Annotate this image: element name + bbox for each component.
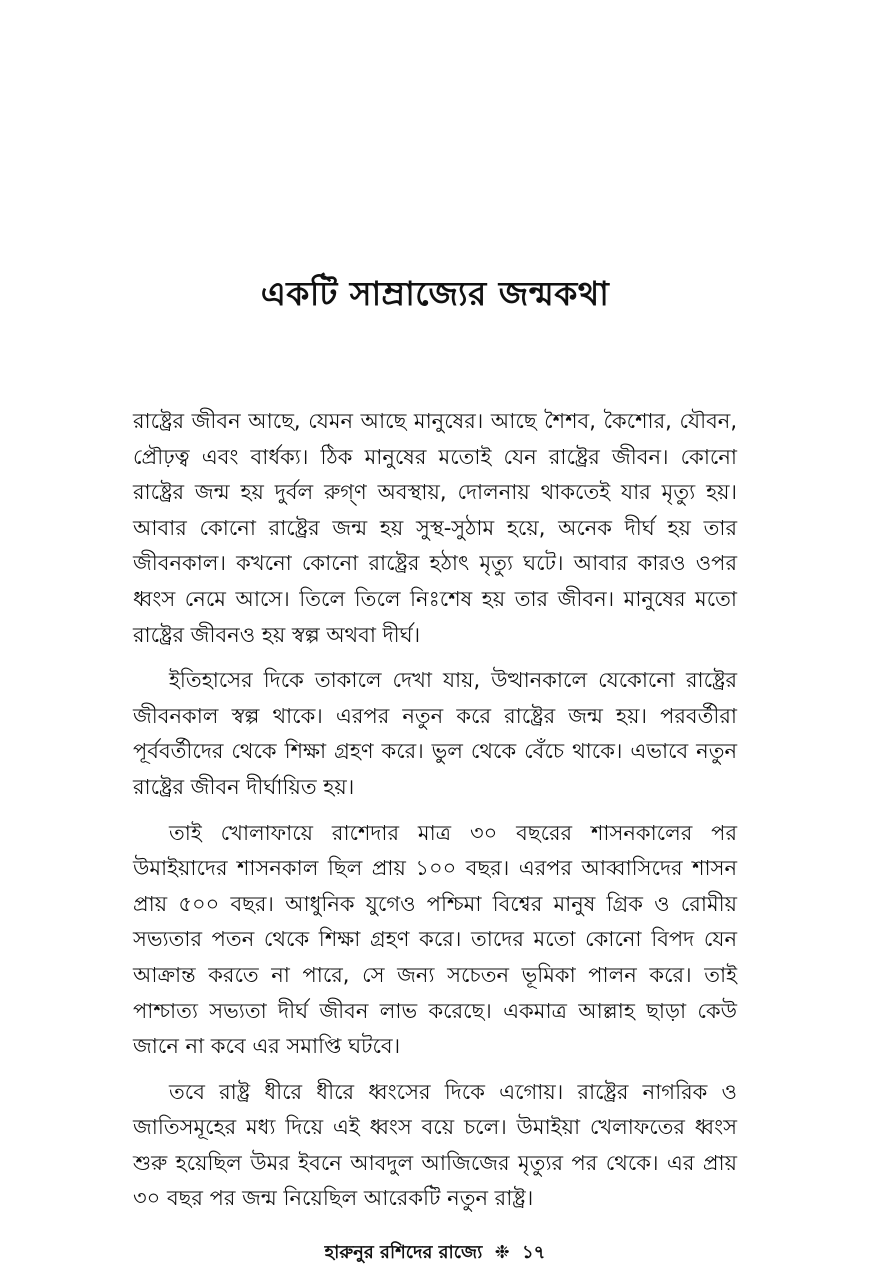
paragraph-1: রাষ্ট্রের জীবন আছে, যেমন আছে মানুষের। আছে শৈশব, কৈশোর, যৌবন, প্রৌঢ়ত্ব এবং বার্ধক্য। ঠিক মানুষের মতোই যেন রাষ্ট্রের জীবন। কোনো রাষ্ট্রের জন্ম হয় দুর্বল রুগ্‌ণ অবস্থায়, দোলনায় থাকতেই যার মৃত্যু হয়। আবার কোনো রাষ্ট্রের জন্ম হয় সুস্থ-সুঠাম হয়ে, অনেক দীর্ঘ হয় তার জীবনকাল। কখনো কোনো রাষ্ট্রের হঠাৎ মৃত্যু ঘটে। আবার কারও ওপর ধ্বংস নেমে আসে। তিলে তিলে নিঃশেষ হয় তার জীবন। মানুষের মতো রাষ্ট্রের জীবনও হয় স্বল্প অথবা দীর্ঘ। [133,409,737,647]
running-title: হারুনুর রশিদের রাজ্যে [324,1242,483,1263]
paragraph-4: তবে রাষ্ট্র ধীরে ধীরে ধ্বংসের দিকে এগোয়। রাষ্ট্রের নাগরিক ও জাতিসমূহের মধ্য দিয়ে এই ধ্বংস বয়ে চলে। উমাইয়া খেলাফতের ধ্বংস শুরু হয়েছিল উমর ইবনে আবদুল আজিজের মৃত্যুর পর থেকে। এর প্রায় ৩০ বছর পর জন্ম নিয়েছিল আরেকটি নতুন রাষ্ট্র। [133,1079,737,1211]
paragraph-3: তাই খোলাফায়ে রাশেদার মাত্র ৩০ বছরের শাসনকালের পর উমাইয়াদের শাসনকাল ছিল প্রায় ১০০ বছর। এরপর আব্বাসিদের শাসন প্রায় ৫০০ বছর। আধুনিক যুগেও পশ্চিমা বিশ্বের মানুষ গ্রিক ও রোমীয় সভ্যতার পতন থেকে শিক্ষা গ্রহণ করে। তাদের মতো কোনো বিপদ যেন আক্রান্ত করতে না পারে, সে জন্য সচেতন ভূমিকা পালন করে। তাই পাশ্চাত্য সভ্যতা দীর্ঘ জীবন লাভ করেছে। একমাত্র আল্লাহ ছাড়া কেউ জানে না কবে এর সমাপ্তি ঘটবে। [133,820,737,1059]
page-number: ১৭ [521,1242,546,1263]
flower-ornament-icon: ❉ [494,1242,510,1263]
paragraph-2: ইতিহাসের দিকে তাকালে দেখা যায়, উত্থানকালে যেকোনো রাষ্ট্রের জীবনকাল স্বল্প থাকে। এরপর নতুন করে রাষ্ট্রের জন্ম হয়। পরবর্তীরা পূর্ববর্তীদের থেকে শিক্ষা গ্রহণ করে। ভুল থেকে বেঁচে থাকে। এভাবে নতুন রাষ্ট্রের জীবন দীর্ঘায়িত হয়। [133,668,737,799]
chapter-body [133,404,737,1227]
page-footer [0,1240,870,1266]
chapter-title: একটি সাম্রাজ্যের জন্মকথা [260,274,610,314]
